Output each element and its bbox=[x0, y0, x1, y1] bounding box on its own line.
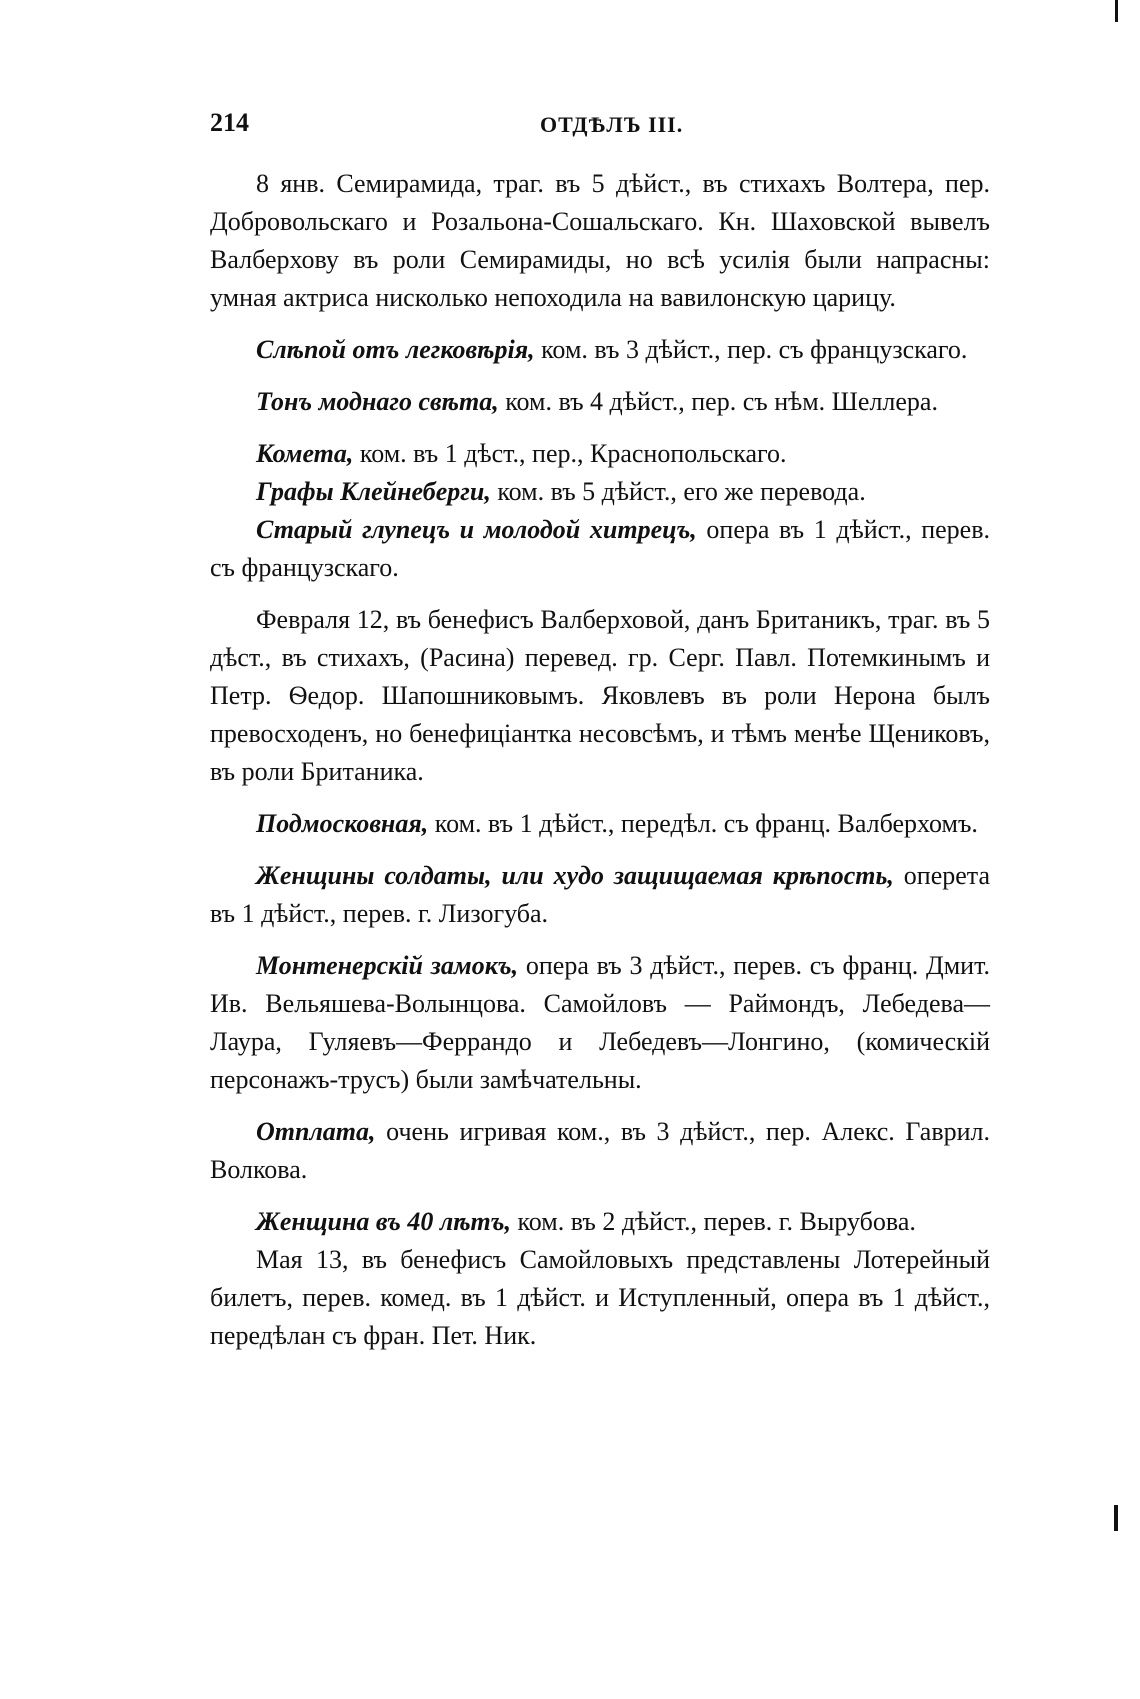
play-title: Женщина въ 40 лѣтъ, bbox=[256, 1207, 511, 1236]
paragraph-kometa bbox=[210, 435, 990, 473]
paragraph-podmoskovnaya bbox=[210, 805, 990, 843]
paragraph-ton-modnago-sveta bbox=[210, 383, 990, 421]
play-title: Слѣпой отъ легковѣрія, bbox=[256, 335, 535, 364]
scan-edge-mark-top bbox=[1115, 0, 1118, 22]
play-title: Отплата, bbox=[256, 1117, 376, 1146]
paragraph-semiramida bbox=[210, 165, 990, 317]
paragraph-text: ком. въ 5 дѣйст., его же перевода. bbox=[490, 477, 866, 506]
play-title: Графы Клейнеберги, bbox=[256, 477, 491, 506]
scan-edge-mark-bottom bbox=[1114, 1505, 1118, 1531]
paragraph-maya-13 bbox=[210, 1241, 990, 1355]
play-title: Монтенерскій замокъ, bbox=[256, 951, 519, 980]
paragraph-text: ком. въ 1 дѣст., пер., Краснопольскаго. bbox=[353, 439, 787, 468]
paragraph-text: опера въ 1 дѣйст., перев. съ французскаго. bbox=[210, 515, 990, 582]
play-title: Подмосковная, bbox=[256, 809, 429, 838]
paragraph-text: ком. въ 1 дѣйст., передѣл. съ франц. Валберхомъ. bbox=[428, 809, 978, 838]
paragraph-text: ком. въ 3 дѣйст., пер. съ французскаго. bbox=[534, 335, 968, 364]
paragraph-staryi-glupets bbox=[210, 511, 990, 587]
paragraph-text: ком. въ 2 дѣйст., перев. г. Вырубова. bbox=[510, 1207, 916, 1236]
paragraph-text: Мая 13, въ бенефисъ Самойловыхъ представлены Лотерейный билетъ, перев. комед. въ 1 дѣйст. и Иступленный, опера въ 1 дѣйст., передѣлан съ фран. Пет. Ник. bbox=[210, 1245, 990, 1350]
paragraph-zhenshchina-40 bbox=[210, 1203, 990, 1241]
paragraph-text: Февраля 12, въ бенефисъ Валберховой, данъ Британикъ, траг. въ 5 дѣст., въ стихахъ, (Расина) перевед. гр. Серг. Павл. Потемкинымъ и Петр. Ѳедор. Шапошниковымъ. Яковлевъ въ роли Нерона былъ превосходенъ, но бенефиціантка несовсѣмъ, и тѣмъ менѣе Щениковъ, въ роли Британика. bbox=[210, 605, 990, 786]
play-title: Тонъ моднаго свѣта, bbox=[256, 387, 499, 416]
paragraph-text: ком. въ 4 дѣйст., пер. съ нѣм. Шеллера. bbox=[498, 387, 938, 416]
page-body bbox=[210, 165, 990, 1369]
paragraph-text: опера въ 3 дѣйст., перев. съ франц. Дмит. Ив. Вельяшева-Волынцова. Самойловъ — Раймондъ, Лебедева—Лаура, Гуляевъ—Феррандо и Лебедевъ—Лонгино, (комическій персонажъ-трусъ) были замѣчательны. bbox=[210, 951, 991, 1094]
running-title: ОТДѢЛЪ III. bbox=[540, 112, 684, 137]
play-title: Комета, bbox=[256, 439, 354, 468]
paragraph-slepoi bbox=[210, 331, 990, 369]
paragraph-zhenshchiny-soldaty bbox=[210, 857, 990, 933]
page-number: 214 bbox=[210, 108, 249, 137]
paragraph-text: 8 янв. Семирамида, траг. въ 5 дѣйст., въ стихахъ Волтера, пер. Добровольскаго и Розальона-Сошальскаго. Кн. Шаховской вывелъ Валберхову въ роли Семирамиды, но всѣ усилія были напрасны: умная актриса нисколько непоходила на вавилонскую царицу. bbox=[210, 169, 990, 312]
paragraph-britanik bbox=[210, 601, 990, 791]
paragraph-grafy bbox=[210, 473, 990, 511]
play-title: Женщины солдаты, или худо защищаемая крѣпость, bbox=[256, 861, 894, 890]
play-title: Старый глупецъ и молодой хитрецъ, bbox=[256, 515, 697, 544]
paragraph-text: очень игривая ком., въ 3 дѣйст., пер. Алекс. Гаврил. Волкова. bbox=[210, 1117, 990, 1184]
page-header bbox=[210, 108, 990, 148]
paragraph-text: оперета въ 1 дѣйст., перев. г. Лизогуба. bbox=[210, 861, 991, 928]
paragraph-montenerskii-zamok bbox=[210, 947, 990, 1099]
paragraph-otplata bbox=[210, 1113, 990, 1189]
